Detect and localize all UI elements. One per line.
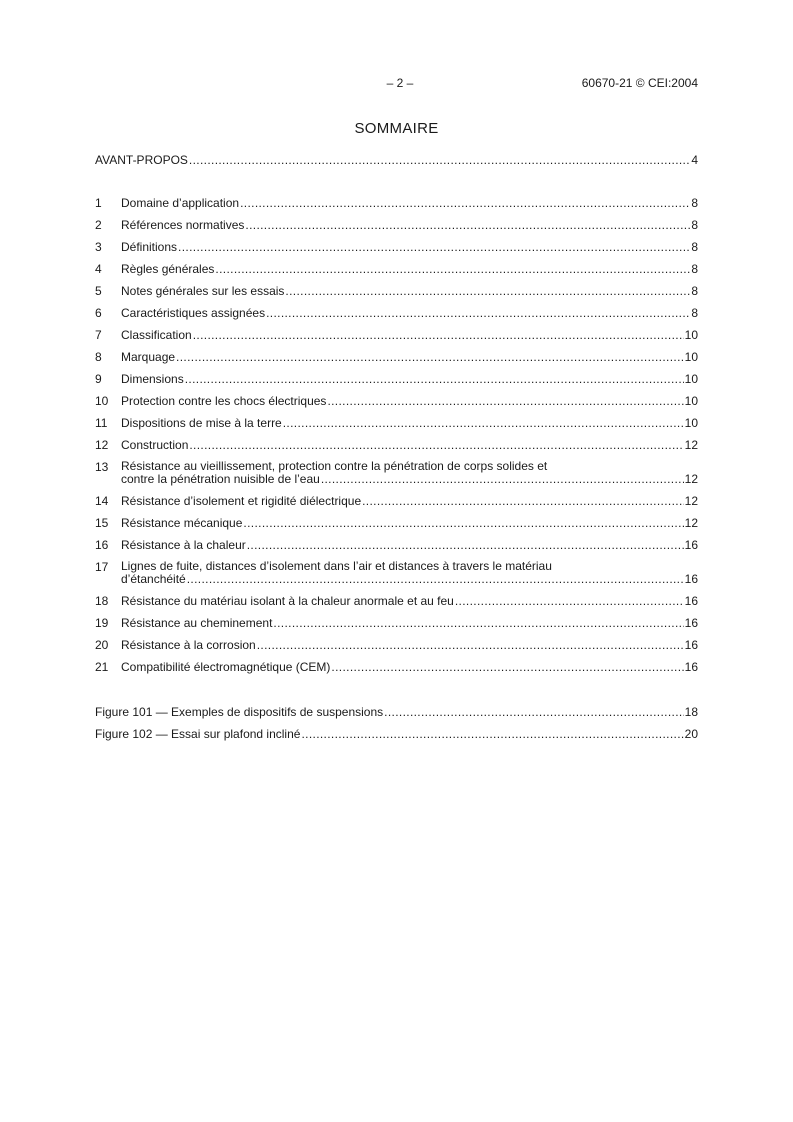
toc-entry-number: 1	[95, 196, 102, 210]
toc-entry-label: Règles générales	[121, 262, 215, 276]
dot-leader	[455, 594, 684, 608]
toc-entry-label: Définitions	[121, 240, 178, 254]
toc-entry-label: Résistance à la chaleur	[121, 538, 246, 552]
toc-entry-number: 10	[95, 394, 109, 408]
toc-entry-label: Figure 101 — Exemples de dispositifs de suspensions	[95, 705, 384, 719]
toc-entry-page: 8	[691, 306, 698, 320]
toc-entry-number: 7	[95, 328, 102, 342]
toc-entry-18[interactable]	[95, 594, 698, 608]
toc-entry-16[interactable]	[95, 538, 698, 552]
toc-entry-number: 17	[95, 560, 109, 574]
toc-entry-number: 4	[95, 262, 102, 276]
dot-leader	[331, 660, 683, 674]
toc-entry-number: 12	[95, 438, 109, 452]
dot-leader	[384, 705, 683, 719]
toc-entry-17[interactable]	[95, 560, 698, 586]
toc-entry-label: Références normatives	[121, 218, 245, 232]
toc-entry-label: Classification	[121, 328, 192, 342]
toc-entry-page: 8	[691, 262, 698, 276]
toc-entry-20[interactable]	[95, 638, 698, 652]
toc-entry-label: Résistance du matériau isolant à la chaleur anormale et au feu	[121, 594, 454, 608]
toc-entry-label: Figure 102 — Essai sur plafond incliné	[95, 727, 301, 741]
toc-entry-label: Dimensions	[121, 372, 184, 386]
toc-entry-page: 10	[684, 350, 698, 364]
toc-entry-label: Caractéristiques assignées	[121, 306, 266, 320]
toc-entry-page: 10	[684, 394, 698, 408]
toc-entry-label: Notes générales sur les essais	[121, 284, 285, 298]
dot-leader	[193, 328, 684, 342]
toc-entry-page: 8	[691, 196, 698, 210]
dot-leader	[301, 727, 683, 741]
toc-entry-number: 3	[95, 240, 102, 254]
dot-leader	[187, 572, 684, 586]
toc-entry-12[interactable]	[95, 438, 698, 452]
toc-entry-page: 8	[691, 218, 698, 232]
toc-entry-page: 10	[684, 416, 698, 430]
toc-entry-5[interactable]	[95, 284, 698, 298]
toc-entry-number: 9	[95, 372, 102, 386]
toc-entry-number: 15	[95, 516, 109, 530]
toc-entry-label-line1: Lignes de fuite, distances d’isolement dans l’air et distances à travers le matériau	[121, 559, 552, 573]
dot-leader	[362, 494, 684, 508]
toc-entry-15[interactable]	[95, 516, 698, 530]
toc-entry-label: Résistance à la corrosion	[121, 638, 256, 652]
dot-leader	[245, 218, 690, 232]
toc-entry-11[interactable]	[95, 416, 698, 430]
toc-entry-page: 16	[684, 538, 698, 552]
dot-leader	[283, 416, 684, 430]
toc-entry-page: 16	[684, 572, 698, 586]
toc-entry-4[interactable]	[95, 262, 698, 276]
toc-entry-10[interactable]	[95, 394, 698, 408]
toc-entry-label: Domaine d’application	[121, 196, 240, 210]
toc-entry-label: Compatibilité électromagnétique (CEM)	[121, 660, 331, 674]
toc-entry-page: 16	[684, 616, 698, 630]
toc-entry-number: 19	[95, 616, 109, 630]
toc-entry-6[interactable]	[95, 306, 698, 320]
dot-leader	[178, 240, 690, 254]
toc-entry-number: 16	[95, 538, 109, 552]
toc-entry-page: 12	[684, 494, 698, 508]
toc-entry-number: 14	[95, 494, 109, 508]
toc-entry-label: AVANT-PROPOS	[95, 153, 188, 167]
toc-entry-label: Dispositions de mise à la terre	[121, 416, 282, 430]
dot-leader	[327, 394, 683, 408]
toc-entry-page: 8	[691, 284, 698, 298]
toc-entry-1[interactable]	[95, 196, 698, 210]
page-number: – 2 –	[386, 76, 414, 90]
toc-entry-page: 16	[684, 660, 698, 674]
dot-leader	[257, 638, 684, 652]
dot-leader	[215, 262, 690, 276]
toc-entry-label: Protection contre les chocs électriques	[121, 394, 327, 408]
toc-entry-page: 8	[691, 240, 698, 254]
toc-entry-label: Résistance mécanique	[121, 516, 243, 530]
dot-leader	[185, 372, 684, 386]
toc-sections	[95, 196, 698, 674]
toc-entry-14[interactable]	[95, 494, 698, 508]
toc-entry-21[interactable]	[95, 660, 698, 674]
toc-entry-19[interactable]	[95, 616, 698, 630]
toc-entry-7[interactable]	[95, 328, 698, 342]
toc-entry-page: 10	[684, 328, 698, 342]
toc-entry-label-line2: d’étanchéité	[121, 572, 186, 586]
dot-leader	[189, 153, 690, 167]
toc-entry-label: Résistance au cheminement	[121, 616, 273, 630]
toc-figure-102[interactable]	[95, 727, 698, 741]
dot-leader	[243, 516, 683, 530]
toc-entry-page: 12	[684, 516, 698, 530]
toc-entry-2[interactable]	[95, 218, 698, 232]
toc-entry-label-line1: Résistance au vieillissement, protection contre la pénétration de corps solides et	[121, 459, 548, 473]
dot-leader	[240, 196, 690, 210]
toc-figure-101[interactable]	[95, 705, 698, 719]
toc-title: SOMMAIRE	[354, 120, 439, 137]
dot-leader	[285, 284, 690, 298]
toc-entry-label: Résistance d’isolement et rigidité diélectrique	[121, 494, 362, 508]
toc-figures	[95, 705, 698, 741]
toc-entry-page: 20	[684, 727, 698, 741]
dot-leader	[273, 616, 683, 630]
toc-entry-number: 20	[95, 638, 109, 652]
toc-entry-page: 16	[684, 594, 698, 608]
toc-entry-label: Marquage	[121, 350, 176, 364]
toc-entry-8[interactable]	[95, 350, 698, 364]
toc-entry-page: 12	[684, 438, 698, 452]
dot-leader	[189, 438, 683, 452]
dot-leader	[176, 350, 684, 364]
toc-entry-number: 8	[95, 350, 102, 364]
toc-entry-page: 4	[691, 153, 698, 167]
toc-entry-number: 2	[95, 218, 102, 232]
toc-entry-3[interactable]	[95, 240, 698, 254]
toc-entry-13[interactable]	[95, 460, 698, 486]
toc-foreword	[95, 153, 698, 167]
toc-entry-page: 10	[684, 372, 698, 386]
toc-entry-foreword[interactable]	[95, 153, 698, 167]
toc-entry-number: 5	[95, 284, 102, 298]
toc-entry-page: 16	[684, 638, 698, 652]
dot-leader	[266, 306, 690, 320]
toc-entry-number: 13	[95, 460, 109, 474]
toc-entry-label: Construction	[121, 438, 189, 452]
toc-entry-9[interactable]	[95, 372, 698, 386]
dot-leader	[247, 538, 684, 552]
toc-entry-number: 21	[95, 660, 109, 674]
dot-leader	[321, 472, 684, 486]
document-reference: 60670-21 © CEI:2004	[581, 76, 698, 90]
toc-entry-number: 18	[95, 594, 109, 608]
toc-entry-page: 18	[684, 705, 698, 719]
toc-entry-number: 11	[95, 416, 108, 430]
toc-entry-label-line2: contre la pénétration nuisible de l’eau	[121, 472, 320, 486]
toc-entry-number: 6	[95, 306, 102, 320]
toc-entry-page: 12	[684, 472, 698, 486]
